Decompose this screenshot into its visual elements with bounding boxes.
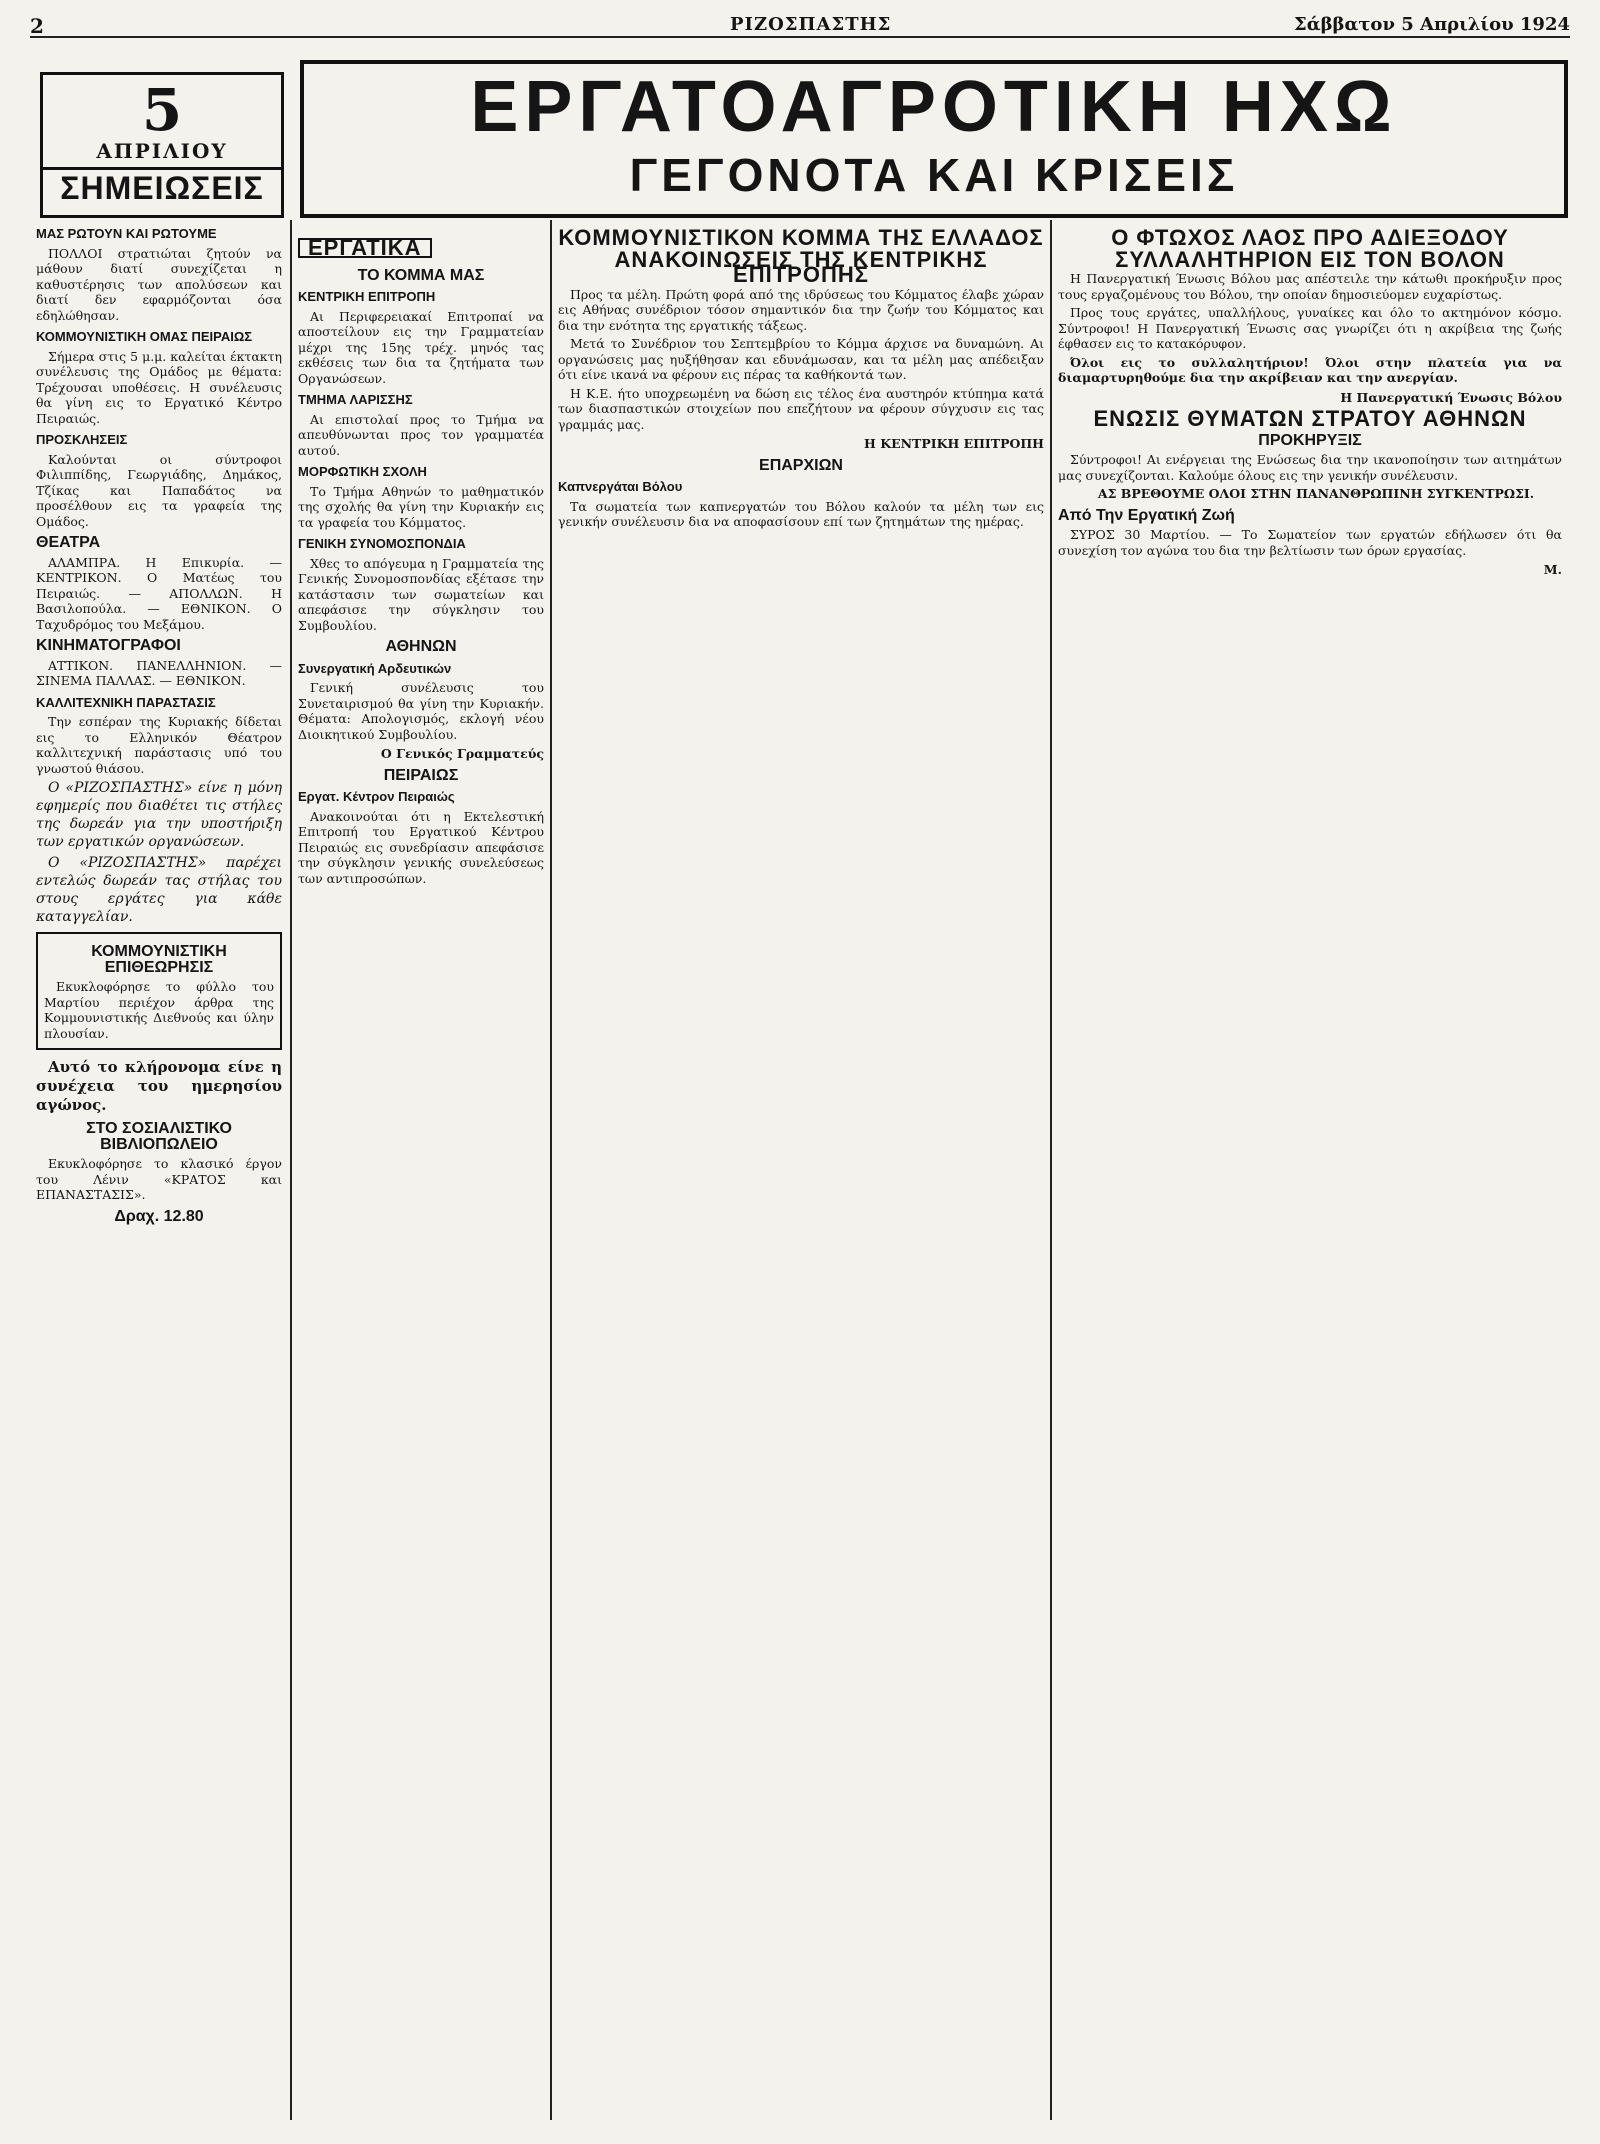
paragraph: Μετά το Συνέδριον του Σεπτεμβρίου το Κόμμα άρχισε να δυναμώνη. Αι οργανώσεις μας ηυξήθησαν και εδυνάμωσαν, και τα μέλη μας απέδειξαν ότι είνε ικανά να φέρουν εις πέρας τα καθήκοντά των. <box>558 336 1044 382</box>
heading: ΘΕΑΤΡΑ <box>36 534 101 551</box>
signature: Ο Γενικός Γραμματεύς <box>380 746 544 761</box>
heading: ΠΕΙΡΑΙΩΣ <box>383 766 459 784</box>
notes-month: ΑΠΡΙΛΙΟΥ <box>96 139 228 163</box>
heading: ΚΑΛΛΙΤΕΧΝΙΚΗ ΠΑΡΑΣΤΑΣΙΣ <box>36 694 216 710</box>
column-rule <box>550 220 552 2120</box>
paragraph: Σύντροφοι! Αι ενέργειαι της Ενώσεως δια την ικανοποίησιν των αιτημάτων μας συνεχίζονται. Καλούμε όλους εις την γενικήν συνέλευσιν. <box>1058 452 1562 483</box>
heading: ΠΡΟΣΚΛΗΣΕΙΣ <box>36 432 128 447</box>
paragraph: Αι Περιφερειακαί Επιτροπαί να αποστείλουν εις την Γραμματείαν μέχρι της 15ης τρέχ. μηνός τας εκθέσεις των δια τα ζητήματα των Οργανώσεων. <box>298 308 544 386</box>
paragraph: Αι επιστολαί προς το Τμήμα να απευθύνωνται προς τον γραμματέα αυτού. <box>298 411 544 458</box>
heading: ΤΟ ΚΟΜΜΑ ΜΑΣ <box>357 266 485 284</box>
heading: Συνεργατική Αρδευτικών <box>298 660 452 676</box>
paragraph: Όλοι εις το συλλαλητήριον! Όλοι στην πλατεία για να διαμαρτυρηθούμε δια την ακρίβειαν και την ανεργίαν. <box>1058 354 1562 385</box>
heading: ΑΝΑΚΟΙΝΩΣΕΙΣ ΤΗΣ ΚΕΝΤΡΙΚΗΣ ΕΠΙΤΡΟΠΗΣ <box>614 246 988 287</box>
ad-price: Δραχ. 12.80 <box>114 1207 204 1225</box>
heading: ΓΕΝΙΚΗ ΣΥΝΟΜΟΣΠΟΝΔΙΑ <box>298 536 466 551</box>
column-rule <box>290 220 292 2120</box>
ad-title: ΣΤΟ ΣΟΣΙΑΛΙΣΤΙΚΟ ΒΙΒΛΙΟΠΩΛΕΙΟ <box>86 1120 232 1153</box>
banner-subtitle: ΓΕΓΟΝΟΤΑ ΚΑΙ ΚΡΙΣΕΙΣ <box>629 149 1239 201</box>
paragraph: Χθες το απόγευμα η Γραμματεία της Γενικής Συνομοσπονδίας εξέτασε την κατάστασιν των σωματείων και απεφάσισε την σύγκλησιν του Συμβουλίου. <box>298 555 544 633</box>
signature: Μ. <box>1543 562 1562 577</box>
signature: Η Πανεργατική Ένωσις Βόλου <box>1340 389 1562 405</box>
section-banner <box>300 60 1568 218</box>
page-number: 2 <box>30 14 44 38</box>
issue-date: Σάββατον 5 Απριλίου 1924 <box>1293 14 1570 35</box>
column-notes <box>36 220 282 2120</box>
heading: ΣΥΛΛΑΛΗΤΗΡΙΟΝ ΕΙΣ ΤΟΝ ΒΟΛΟΝ <box>1115 246 1505 272</box>
heading: Εργατ. Κέντρον Πειραιώς <box>298 789 455 804</box>
heading: ΜΟΡΦΩΤΙΚΗ ΣΧΟΛΗ <box>298 464 427 479</box>
paragraph: Ο «ΡΙΖΟΣΠΑΣΤΗΣ» παρέχει εντελώς δωρεάν τας στήλας του στους εργάτες για κάθε καταγγελίαν. <box>36 855 282 925</box>
paragraph: ΣΥΡΟΣ 30 Μαρτίου. — Το Σωματείον των εργατών εδήλωσεν ότι θα συνεχίση τον αγώνα του δια την βελτίωσιν των όρων εργασίας. <box>1058 527 1562 558</box>
heading: Καπνεργάται Βόλου <box>558 479 683 494</box>
paragraph: ΑΤΤΙΚΟΝ. ΠΑΝΕΛΛΗΝΙΟΝ. — ΣΙΝΕΜΑ ΠΑΛΛΑΣ. — ΕΘΝΙΚΟΝ. <box>36 657 282 688</box>
heading: Ο ΦΤΩΧΟΣ ΛΑΟΣ ΠΡΟ ΑΔΙΕΞΟΔΟΥ <box>1111 225 1509 250</box>
ad-text: Εκυκλοφόρησε το κλασικό έργον του Λένιν «ΚΡΑΤΟΣ και ΕΠΑΝΑΣΤΑΣΙΣ». <box>36 1156 282 1202</box>
paragraph: Καλούνται οι σύντροφοι Φιλιππίδης, Γεωργιάδης, Δημάκος, Τζίκας και Παπαδάτος να προσέλθουν εις τα γραφεία της Ομάδος. <box>36 451 282 529</box>
heading: ΚΕΝΤΡΙΚΗ ΕΠΙΤΡΟΠΗ <box>298 289 436 304</box>
heading: ΕΝΩΣΙΣ ΘΥΜΑΤΩΝ ΣΤΡΑΤΟΥ ΑΘΗΝΩΝ <box>1093 406 1527 431</box>
heading: Από Την Εργατική Ζωή <box>1058 506 1235 524</box>
notes-date-box <box>40 72 284 218</box>
heading: ΑΘΗΝΩΝ <box>385 638 457 655</box>
heading: ΚΟΜΜΟΥΝΙΣΤΙΚΗ ΟΜΑΣ ΠΕΙΡΑΙΩΣ <box>36 329 253 344</box>
notes-label: ΣΗΜΕΙΩΣΕΙΣ <box>43 167 281 207</box>
column-rule <box>1050 220 1052 2120</box>
heading: ΚΟΜΜΟΥΝΙΣΤΙΚΟΝ ΚΟΜΜΑ ΤΗΣ ΕΛΛΑΔΟΣ <box>558 225 1044 250</box>
banner-title: ΕΡΓΑΤΟΑΓΡΟΤΙΚΗ ΗΧΩ <box>470 67 1398 147</box>
paragraph: Η Κ.Ε. ήτο υποχρεωμένη να δώση εις τέλος ένα αυστηρόν κτύπημα κατά των διασπαστικών στοιχείων που επεζήτουν να φέρουν σύγχυσιν εις τας γραμμάς μας. <box>558 385 1044 432</box>
ad-text: Εκυκλοφόρησε το φύλλο του Μαρτίου περιέχον άρθρα της Κομμουνιστικής Διεθνούς και ύλην πλουσίαν. <box>44 979 274 1041</box>
advertisement <box>36 932 282 1050</box>
paragraph: ΠΟΛΛΟΙ στρατιώται ζητούν να μάθουν διατί συνεχίζεται η καθυστέρησις των απολύσεων και διατί δεν εφαρμόζονται όσα εδηλώθησαν. <box>36 245 282 323</box>
paragraph: Τα σωματεία των καπνεργατών του Βόλου καλούν τα μέλη των εις γενικήν συνέλευσιν δια να αποφασίσουν επί των ζητημάτων της ημέρας. <box>558 498 1044 529</box>
heading: ΤΜΗΜΑ ΛΑΡΙΣΣΗΣ <box>298 392 413 407</box>
paragraph: Αυτό το κλήρονομα είνε η συνέχεια του ημερησίου αγώνος. <box>36 1058 282 1114</box>
notes-day: 5 <box>141 76 183 144</box>
heading: ΚΙΝΗΜΑΤΟΓΡΑΦΟΙ <box>36 637 181 654</box>
column-labor <box>298 232 544 2112</box>
paragraph: Γενική συνέλευσις του Συνεταιρισμού θα γίνη την Κυριακήν. Θέματα: Απολογισμός, εκλογή νέου Διοικητικού Συμβουλίου. <box>298 680 544 742</box>
column-party <box>558 224 1044 2114</box>
paragraph: ΑΣ ΒΡΕΘΟΥΜΕ ΟΛΟΙ ΣΤΗΝ ΠΑΝΑΝΘΡΩΠΙΝΗ ΣΥΓΚΕΝΤΡΩΣΙ. <box>1097 486 1535 501</box>
heading: ΕΡΓΑΤΙΚΑ <box>298 238 432 258</box>
masthead-strip <box>30 14 1570 38</box>
heading: ΜΑΣ ΡΩΤΟΥΝ ΚΑΙ ΡΩΤΟΥΜΕ <box>36 226 217 241</box>
paragraph: Η Πανεργατική Ένωσις Βόλου μας απέστειλε την κάτωθι προκήρυξιν προς τους εργαζομένους του Βόλου, την οποίαν δημοσιεύομεν ευχαρίστως. <box>1058 271 1562 302</box>
paragraph: Προς τα μέλη. Πρώτη φορά από της ιδρύσεως του Κόμματος έλαβε χώραν εις Αθήνας συνέδριον τόσον σημαντικόν δια την ζωήν του Κόμματος και δια την ενότητα της εργατικής τάξεως. <box>558 286 1044 333</box>
paragraph: Το Τμήμα Αθηνών το μαθηματικόν της σχολής θα γίνη την Κυριακήν εις τα γραφεία του Κόμματος. <box>298 483 544 530</box>
signature: Η ΚΕΝΤΡΙΚΗ ΕΠΙΤΡΟΠΗ <box>864 436 1044 451</box>
paragraph: ΑΛΑΜΠΡΑ. Η Επικυρία. — ΚΕΝΤΡΙΚΟΝ. Ο Ματέως του Πειραιώς. — ΑΠΟΛΛΩΝ. Η Βασιλοπούλα. — ΕΘΝΙΚΟΝ. Ο Ταχυδρόμος του Μεξάμου. <box>36 554 282 632</box>
paragraph: Ο «ΡΙΖΟΣΠΑΣΤΗΣ» είνε η μόνη εφημερίς που διαθέτει τις στήλες της δωρεάν για την υποστήριξη των εργατικών οργανώσεων. <box>36 780 282 850</box>
paragraph: Προς τους εργάτες, υπαλλήλους, γυναίκες και όλο το ακτημόνον κόσμο. Σύντροφοι! Η Πανεργατική Ένωσις σας γνωρίζει ότι η ακρίβεια της ζωής έφθασεν εις το κατακόρυφον. <box>1058 305 1562 351</box>
paragraph: Την εσπέραν της Κυριακής δίδεται εις το Ελληνικόν Θέατρον καλλιτεχνική παράστασις υπό του γνωστού θιάσου. <box>36 714 282 776</box>
column-volos <box>1058 224 1562 2114</box>
paragraph: Ανακοινούται ότι η Εκτελεστική Επιτροπή του Εργατικού Κέντρου Πειραιώς εις συνεδρίασιν απεφάσισε την σύγκλησιν γενικής συνελεύσεως των αντιπροσώπων. <box>298 808 544 886</box>
heading: ΠΡΟΚΗΡΥΞΙΣ <box>1258 431 1362 449</box>
ad-title: ΚΟΜΜΟΥΝΙΣΤΙΚΗ ΕΠΙΘΕΩΡΗΣΙΣ <box>91 943 227 976</box>
paragraph: Σήμερα στις 5 μ.μ. καλείται έκτακτη συνέλευσις της Ομάδος με θέματα: Τρέχουσαι υποθέσεις. Η συνέλευσις θα γίνη εις το Εργατικό Κέντρο Πειραιώς. <box>36 348 282 426</box>
heading: ΕΠΑΡΧΙΩΝ <box>759 456 843 474</box>
paper-name: ΡΙΖΟΣΠΑΣΤΗΣ <box>730 14 892 35</box>
